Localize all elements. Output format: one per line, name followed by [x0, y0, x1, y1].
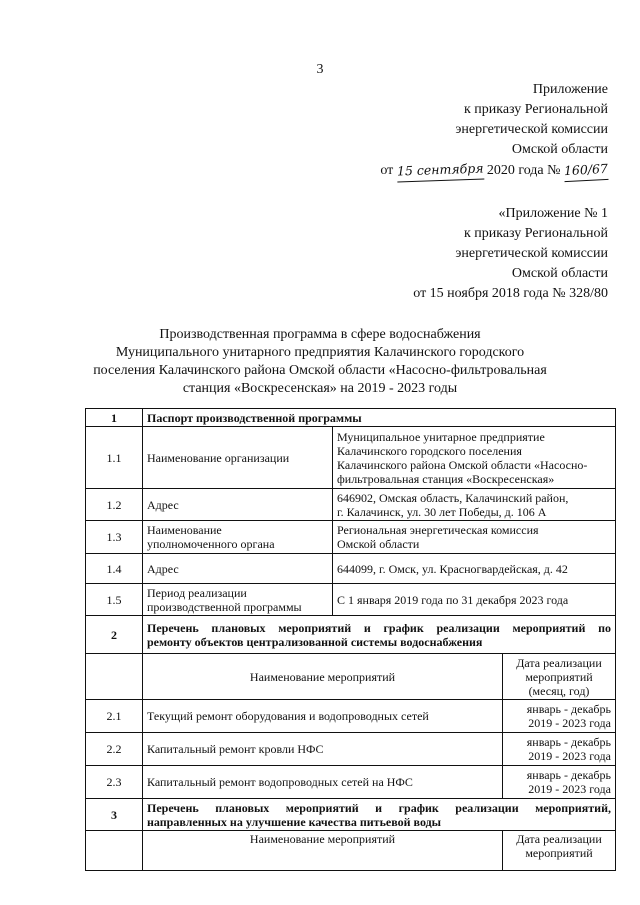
row-value: [333, 427, 616, 489]
section-number: 1: [86, 409, 143, 427]
table-row: [86, 700, 616, 733]
row-label: [143, 584, 333, 616]
label-line: Наименование: [147, 523, 222, 537]
section-title-line: ремонту объектов централизованной системы водоснабжения: [147, 634, 483, 649]
section-title: Паспорт производственной программы: [143, 409, 616, 427]
row-label: [143, 521, 333, 554]
header-line: Дата реализации: [516, 832, 602, 846]
appendix-line: к приказу Региональной: [463, 102, 608, 117]
appendix-line: Приложение: [532, 82, 608, 97]
date-prefix: от: [380, 163, 394, 178]
activity-date: [503, 766, 616, 799]
header-line: мероприятий: [525, 669, 593, 684]
empty-cell: [86, 654, 143, 700]
title-line: поселения Калачинского района Омской области «Насосно-фильтровальная: [93, 363, 547, 378]
table-row: [86, 766, 616, 799]
label-line: уполномоченного органа: [147, 537, 275, 551]
section-title: [143, 616, 616, 654]
value-line: фильтровальная станция «Воскресенская»: [337, 471, 555, 486]
table-row: [86, 521, 616, 554]
value-line: 646902, Омская область, Калачинский район,: [337, 490, 569, 505]
activity-name: Текущий ремонт оборудования и водопроводных сетей: [143, 700, 503, 733]
section-title-line: направленных на улучшение качества питьевой воды: [147, 814, 442, 829]
appendix-date-line: [380, 160, 608, 181]
row-number: 2.1: [86, 700, 143, 733]
appendix-header: [380, 80, 608, 181]
activity-date: [503, 733, 616, 766]
row-value: [333, 489, 616, 521]
header-line: Дата реализации: [516, 655, 602, 670]
value-line: Калачинского района Омской области «Насосно-: [337, 457, 588, 472]
section-title-line: Перечень плановых мероприятий и график реализации мероприятий по: [147, 620, 611, 635]
title-line: станция «Воскресенская» на 2019 - 2023 годы: [182, 381, 458, 396]
header-line: мероприятий: [525, 846, 593, 860]
label-line: Период реализации: [147, 585, 247, 600]
date-year: 2020 года №: [486, 163, 561, 178]
column-header-name: Наименование мероприятий: [143, 831, 503, 871]
row-number: 1.5: [86, 584, 143, 616]
program-table: [85, 408, 616, 871]
original-appendix-line: энергетической комиссии: [455, 246, 608, 261]
activity-name: Капитальный ремонт водопроводных сетей на НФС: [143, 766, 503, 799]
section-header-row: [86, 799, 616, 831]
value-line: Муниципальное унитарное предприятие: [337, 429, 545, 444]
row-number: 1.2: [86, 489, 143, 521]
table-row: [86, 584, 616, 616]
appendix-line: Омской области: [511, 142, 608, 157]
column-header-row: [86, 831, 616, 871]
row-number: 2.2: [86, 733, 143, 766]
date-line: январь - декабрь: [526, 768, 611, 782]
value-line: Омской области: [337, 537, 420, 551]
activity-name: Капитальный ремонт кровли НФС: [143, 733, 503, 766]
original-appendix-header: [413, 204, 608, 304]
date-line: январь - декабрь: [526, 702, 611, 716]
row-label: Адрес: [143, 489, 333, 521]
original-appendix-line: Омской области: [511, 266, 608, 281]
original-appendix-line: к приказу Региональной: [463, 226, 608, 241]
date-line: январь - декабрь: [526, 735, 611, 749]
title-line: Муниципального унитарного предприятия Калачинского городского: [115, 345, 525, 360]
row-value: [333, 521, 616, 554]
row-number: 2.3: [86, 766, 143, 799]
section-number: 2: [86, 616, 143, 654]
section-title: [143, 799, 616, 831]
date-line: 2019 - 2023 года: [528, 749, 611, 763]
row-number: 1.4: [86, 554, 143, 584]
row-label: Наименование организации: [143, 427, 333, 489]
value-line: г. Калачинск, ул. 30 лет Победы, д. 106 А: [337, 504, 547, 519]
row-number: 1.3: [86, 521, 143, 554]
date-line: 2019 - 2023 года: [528, 716, 611, 730]
date-line: 2019 - 2023 года: [528, 782, 611, 796]
section-number: 3: [86, 799, 143, 831]
table-row: [86, 733, 616, 766]
table-row: [86, 427, 616, 489]
column-header-date: [503, 831, 616, 871]
row-value: С 1 января 2019 года по 31 декабря 2023 года: [333, 584, 616, 616]
section-header-row: [86, 409, 616, 427]
row-label: Адрес: [143, 554, 333, 584]
value-line: Калачинского городского поселения: [337, 443, 522, 458]
page-number: 3: [316, 62, 324, 77]
handwritten-date: 15 сентября: [396, 158, 483, 182]
section-header-row: [86, 616, 616, 654]
column-header-date: [503, 654, 616, 700]
original-appendix-line: «Приложение № 1: [498, 206, 608, 221]
header-line: (месяц, год): [528, 683, 590, 698]
label-line: производственной программы: [147, 599, 302, 614]
document-title: [90, 326, 550, 398]
activity-date: [503, 700, 616, 733]
original-appendix-line: от 15 ноября 2018 года № 328/80: [413, 286, 608, 301]
empty-cell: [86, 831, 143, 871]
table-row: [86, 554, 616, 584]
column-header-row: [86, 654, 616, 700]
row-value: 644099, г. Омск, ул. Красногвардейская, д. 42: [333, 554, 616, 584]
row-number: 1.1: [86, 427, 143, 489]
title-line: Производственная программа в сфере водоснабжения: [159, 327, 481, 342]
section-title-line: Перечень плановых мероприятий и график реализации мероприятий,: [147, 800, 611, 815]
value-line: Региональная энергетическая комиссия: [337, 523, 539, 537]
table-row: [86, 489, 616, 521]
handwritten-order-number: 160/67: [563, 159, 608, 182]
appendix-line: энергетической комиссии: [455, 122, 608, 137]
column-header-name: Наименование мероприятий: [143, 654, 503, 700]
